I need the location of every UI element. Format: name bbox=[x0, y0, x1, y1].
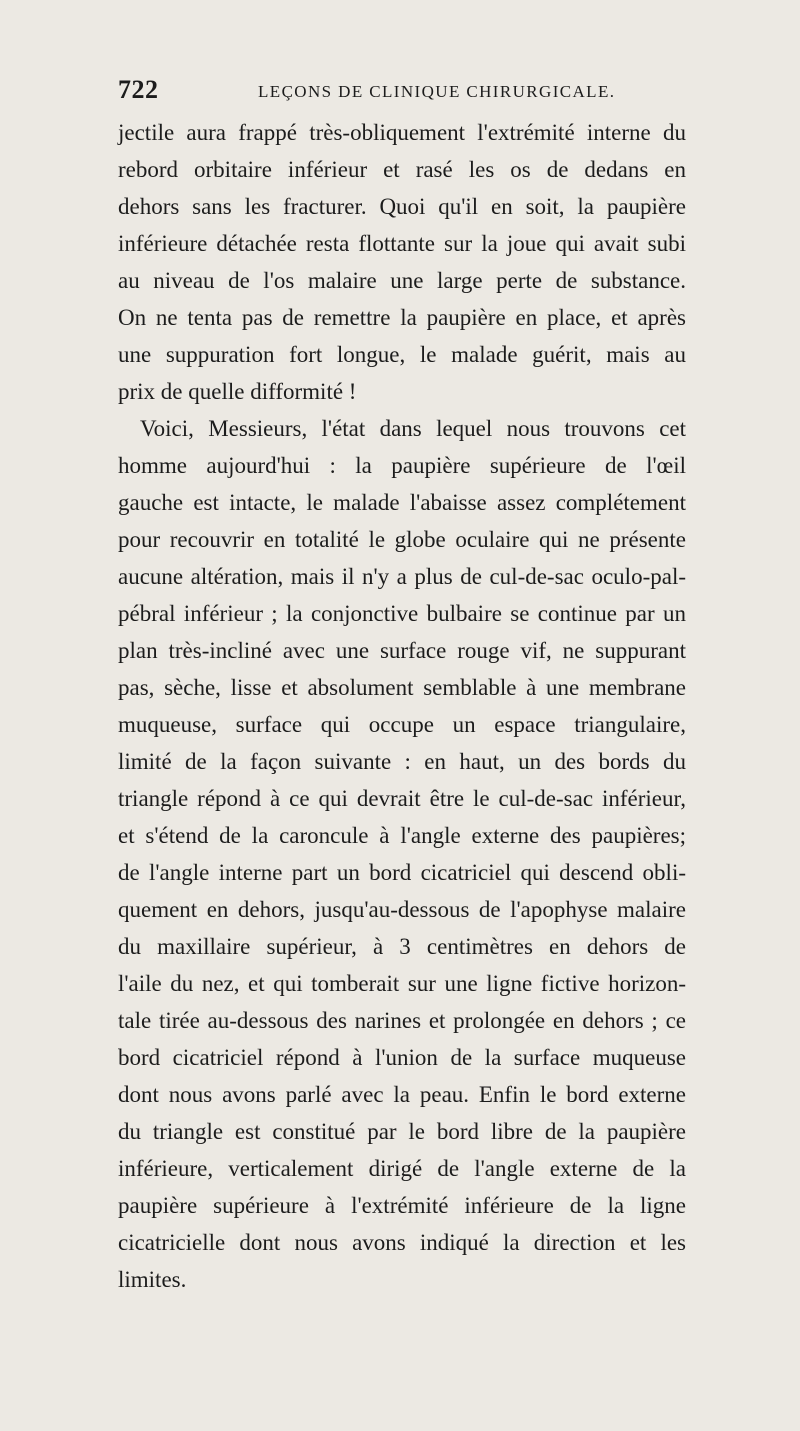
text-line: bord cicatriciel répond à l'union de la surface muqueuse bbox=[118, 1045, 686, 1070]
page-number: 722 bbox=[118, 75, 159, 104]
text-line: pour recouvrir en totalité le globe oculaire qui ne présente bbox=[118, 527, 686, 552]
text-line: triangle répond à ce qui devrait être le cul-de-sac inférieur, bbox=[118, 786, 686, 811]
text-line: une suppuration fort longue, le malade guérit, mais au bbox=[118, 342, 686, 367]
text-line: cicatricielle dont nous avons indiqué la direction et les bbox=[118, 1230, 686, 1255]
text-line: tale tirée au-dessous des narines et prolongée en dehors ; ce bbox=[118, 1008, 686, 1033]
text-line: et s'étend de la caroncule à l'angle externe des paupières; bbox=[118, 823, 686, 848]
text-line: jectile aura frappé très-obliquement l'extrémité interne du bbox=[118, 120, 686, 145]
text-line: limité de la façon suivante : en haut, un des bords du bbox=[118, 749, 686, 774]
text-line: inférieure détachée resta flottante sur la joue qui avait subi bbox=[118, 231, 686, 256]
text-line: du triangle est constitué par le bord libre de la paupière bbox=[118, 1119, 686, 1144]
text-line: dont nous avons parlé avec la peau. Enfin le bord externe bbox=[118, 1082, 686, 1107]
text-line: On ne tenta pas de remettre la paupière en place, et après bbox=[118, 305, 686, 330]
text-line: quement en dehors, jusqu'au-dessous de l'apophyse malaire bbox=[118, 897, 686, 922]
text-line: du maxillaire supérieur, à 3 centimètres en dehors de bbox=[118, 934, 686, 959]
text-line: muqueuse, surface qui occupe un espace triangulaire, bbox=[118, 712, 686, 737]
text-line: l'aile du nez, et qui tomberait sur une ligne fictive horizon- bbox=[118, 971, 686, 996]
running-head-title: LEÇONS DE CLINIQUE CHIRURGICALE. bbox=[258, 82, 616, 101]
text-line: pébral inférieur ; la conjonctive bulbaire se continue par un bbox=[118, 601, 686, 626]
text-line: pas, sèche, lisse et absolument semblable à une membrane bbox=[118, 675, 686, 700]
text-line: au niveau de l'os malaire une large perte de substance. bbox=[118, 268, 686, 293]
text-line: rebord orbitaire inférieur et rasé les os de dedans en bbox=[118, 157, 686, 182]
text-line: aucune altération, mais il n'y a plus de cul-de-sac oculo-pal- bbox=[118, 564, 686, 589]
text-line: gauche est intacte, le malade l'abaisse assez complétement bbox=[118, 490, 686, 515]
text-line: plan très-incliné avec une surface rouge vif, ne suppurant bbox=[118, 638, 686, 663]
text-line: paupière supérieure à l'extrémité inférieure de la ligne bbox=[118, 1193, 686, 1218]
text-line: homme aujourd'hui : la paupière supérieure de l'œil bbox=[118, 453, 686, 478]
text-line: prix de quelle difformité ! bbox=[118, 379, 357, 404]
text-line: inférieure, verticalement dirigé de l'angle externe de la bbox=[118, 1156, 686, 1181]
text-line: Voici, Messieurs, l'état dans lequel nous trouvons cet bbox=[140, 416, 686, 441]
running-head bbox=[118, 70, 658, 110]
text-line: limites. bbox=[118, 1267, 187, 1292]
text-line: de l'angle interne part un bord cicatriciel qui descend obli- bbox=[118, 860, 686, 885]
text-line: dehors sans les fracturer. Quoi qu'il en soit, la paupière bbox=[118, 194, 686, 219]
body-text bbox=[118, 114, 686, 1298]
